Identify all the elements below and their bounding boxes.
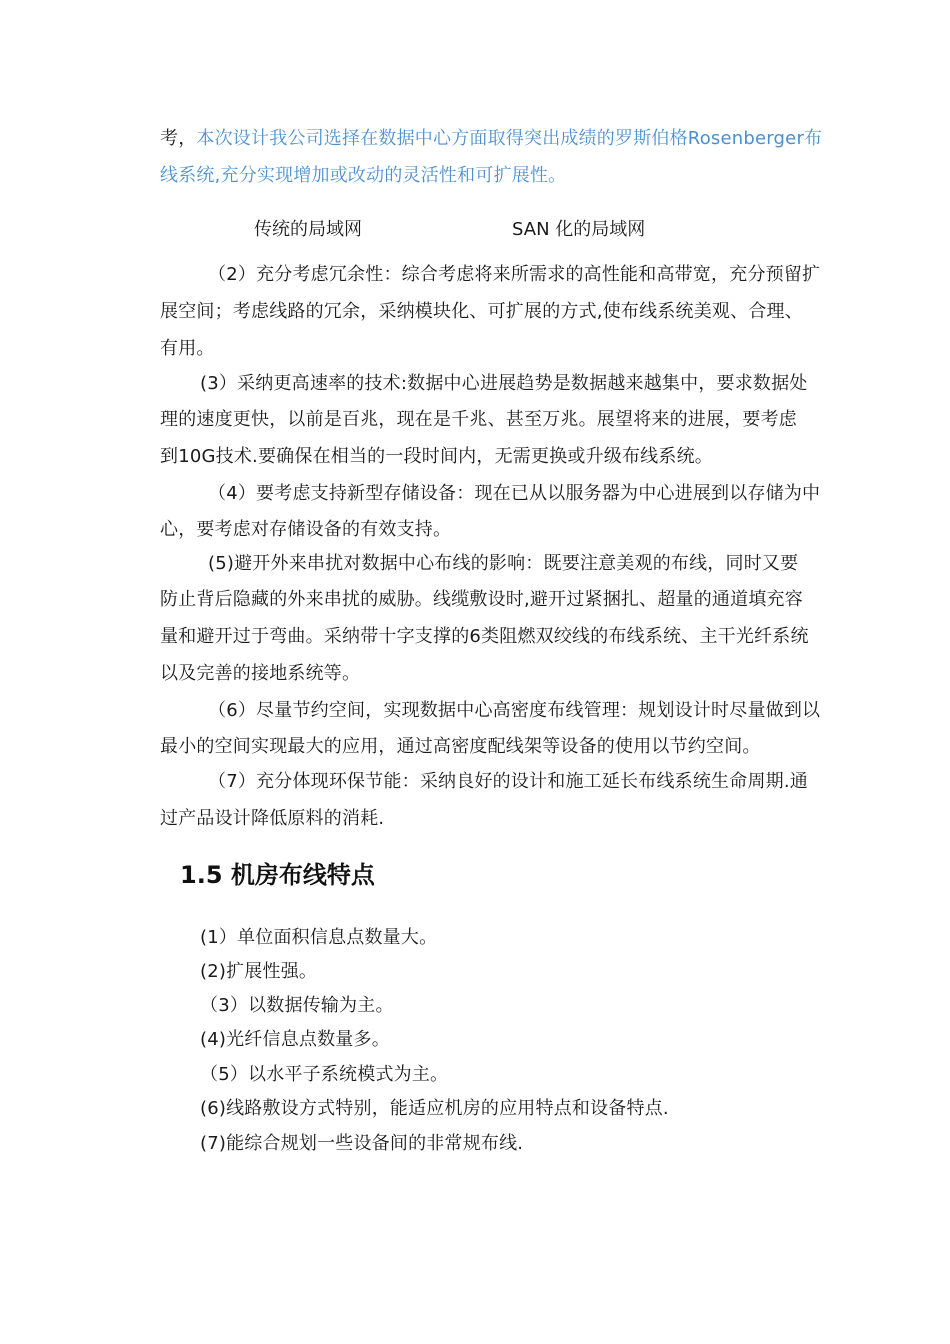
intro-prefix: 考， [160, 128, 197, 149]
paragraph-5-line-4: 以及完善的接地系统等。 [160, 663, 361, 684]
paragraph-6-line-1: （6）尽量节约空间，实现数据中心高密度布线管理：规划设计时尽量做到以 [208, 700, 821, 721]
list-item: （3）以数据传输为主。 [200, 995, 394, 1016]
paragraph-3-line-3: 到10G技术.要确保在相当的一段时间内，无需更换或升级布线系统。 [160, 446, 713, 467]
list-item: （5）以水平子系统模式为主。 [200, 1064, 449, 1085]
intro-line-1 [160, 126, 822, 152]
paragraph-6-line-2: 最小的空间实现最大的应用，通过高密度配线架等设备的使用以节约空间。 [160, 736, 761, 757]
paragraph-3-line-1: (3）采纳更高速率的技术:数据中心进展趋势是数据越来越集中，要求数据处 [200, 373, 808, 394]
paragraph-5-line-2: 防止背后隐藏的外来串扰的威胁。线缆敷设时,避开过紧捆扎、超量的通道填充容 [160, 589, 803, 610]
paragraph-5-line-3: 量和避开过于弯曲。采纳带十字支撑的6类阻燃双绞线的布线系统、主干光纤系统 [160, 626, 809, 647]
caption-san-lan: SAN 化的局域网 [512, 219, 646, 240]
paragraph-7-line-2: 过产品设计降低原料的消耗. [160, 808, 385, 829]
list-item: (6)线路敷设方式特别，能适应机房的应用特点和设备特点. [200, 1098, 669, 1119]
list-item: (2)扩展性强。 [200, 961, 318, 982]
paragraph-4-line-2: 心，要考虑对存储设备的有效支持。 [160, 519, 452, 540]
list-item: (7)能综合规划一些设备间的非常规布线. [200, 1133, 524, 1154]
paragraph-3-line-2: 理的速度更快，以前是百兆，现在是千兆、甚至万兆。展望将来的进展，要考虑 [160, 409, 797, 430]
list-item: (4)光纤信息点数量多。 [200, 1029, 390, 1050]
caption-traditional-lan: 传统的局域网 [254, 219, 362, 240]
paragraph-4-line-1: （4）要考虑支持新型存储设备：现在已从以服务器为中心进展到以存储为中 [208, 483, 821, 504]
intro-blue-text-1: 本次设计我公司选择在数据中心方面取得突出成绩的罗斯伯格Rosenberger布 [196, 128, 823, 149]
paragraph-2-line-1: （2）充分考虑冗余性：综合考虑将来所需求的高性能和高带宽，充分预留扩 [208, 264, 821, 285]
list-item: (1）单位面积信息点数量大。 [200, 927, 438, 948]
paragraph-5-line-1: (5)避开外来串扰对数据中心布线的影响：既要注意美观的布线，同时又要 [208, 553, 799, 574]
intro-blue-text-2: 线系统,充分实现增加或改动的灵活性和可扩展性。 [160, 165, 567, 186]
paragraph-2-line-2: 展空间；考虑线路的冗余，采纳模块化、可扩展的方式,使布线系统美观、合理、 [160, 301, 803, 322]
paragraph-7-line-1: （7）充分体现环保节能：采纳良好的设计和施工延长布线系统生命周期.通 [208, 771, 808, 792]
section-heading: 1.5 机房布线特点 [180, 861, 375, 889]
paragraph-2-line-3: 有用。 [160, 338, 215, 359]
